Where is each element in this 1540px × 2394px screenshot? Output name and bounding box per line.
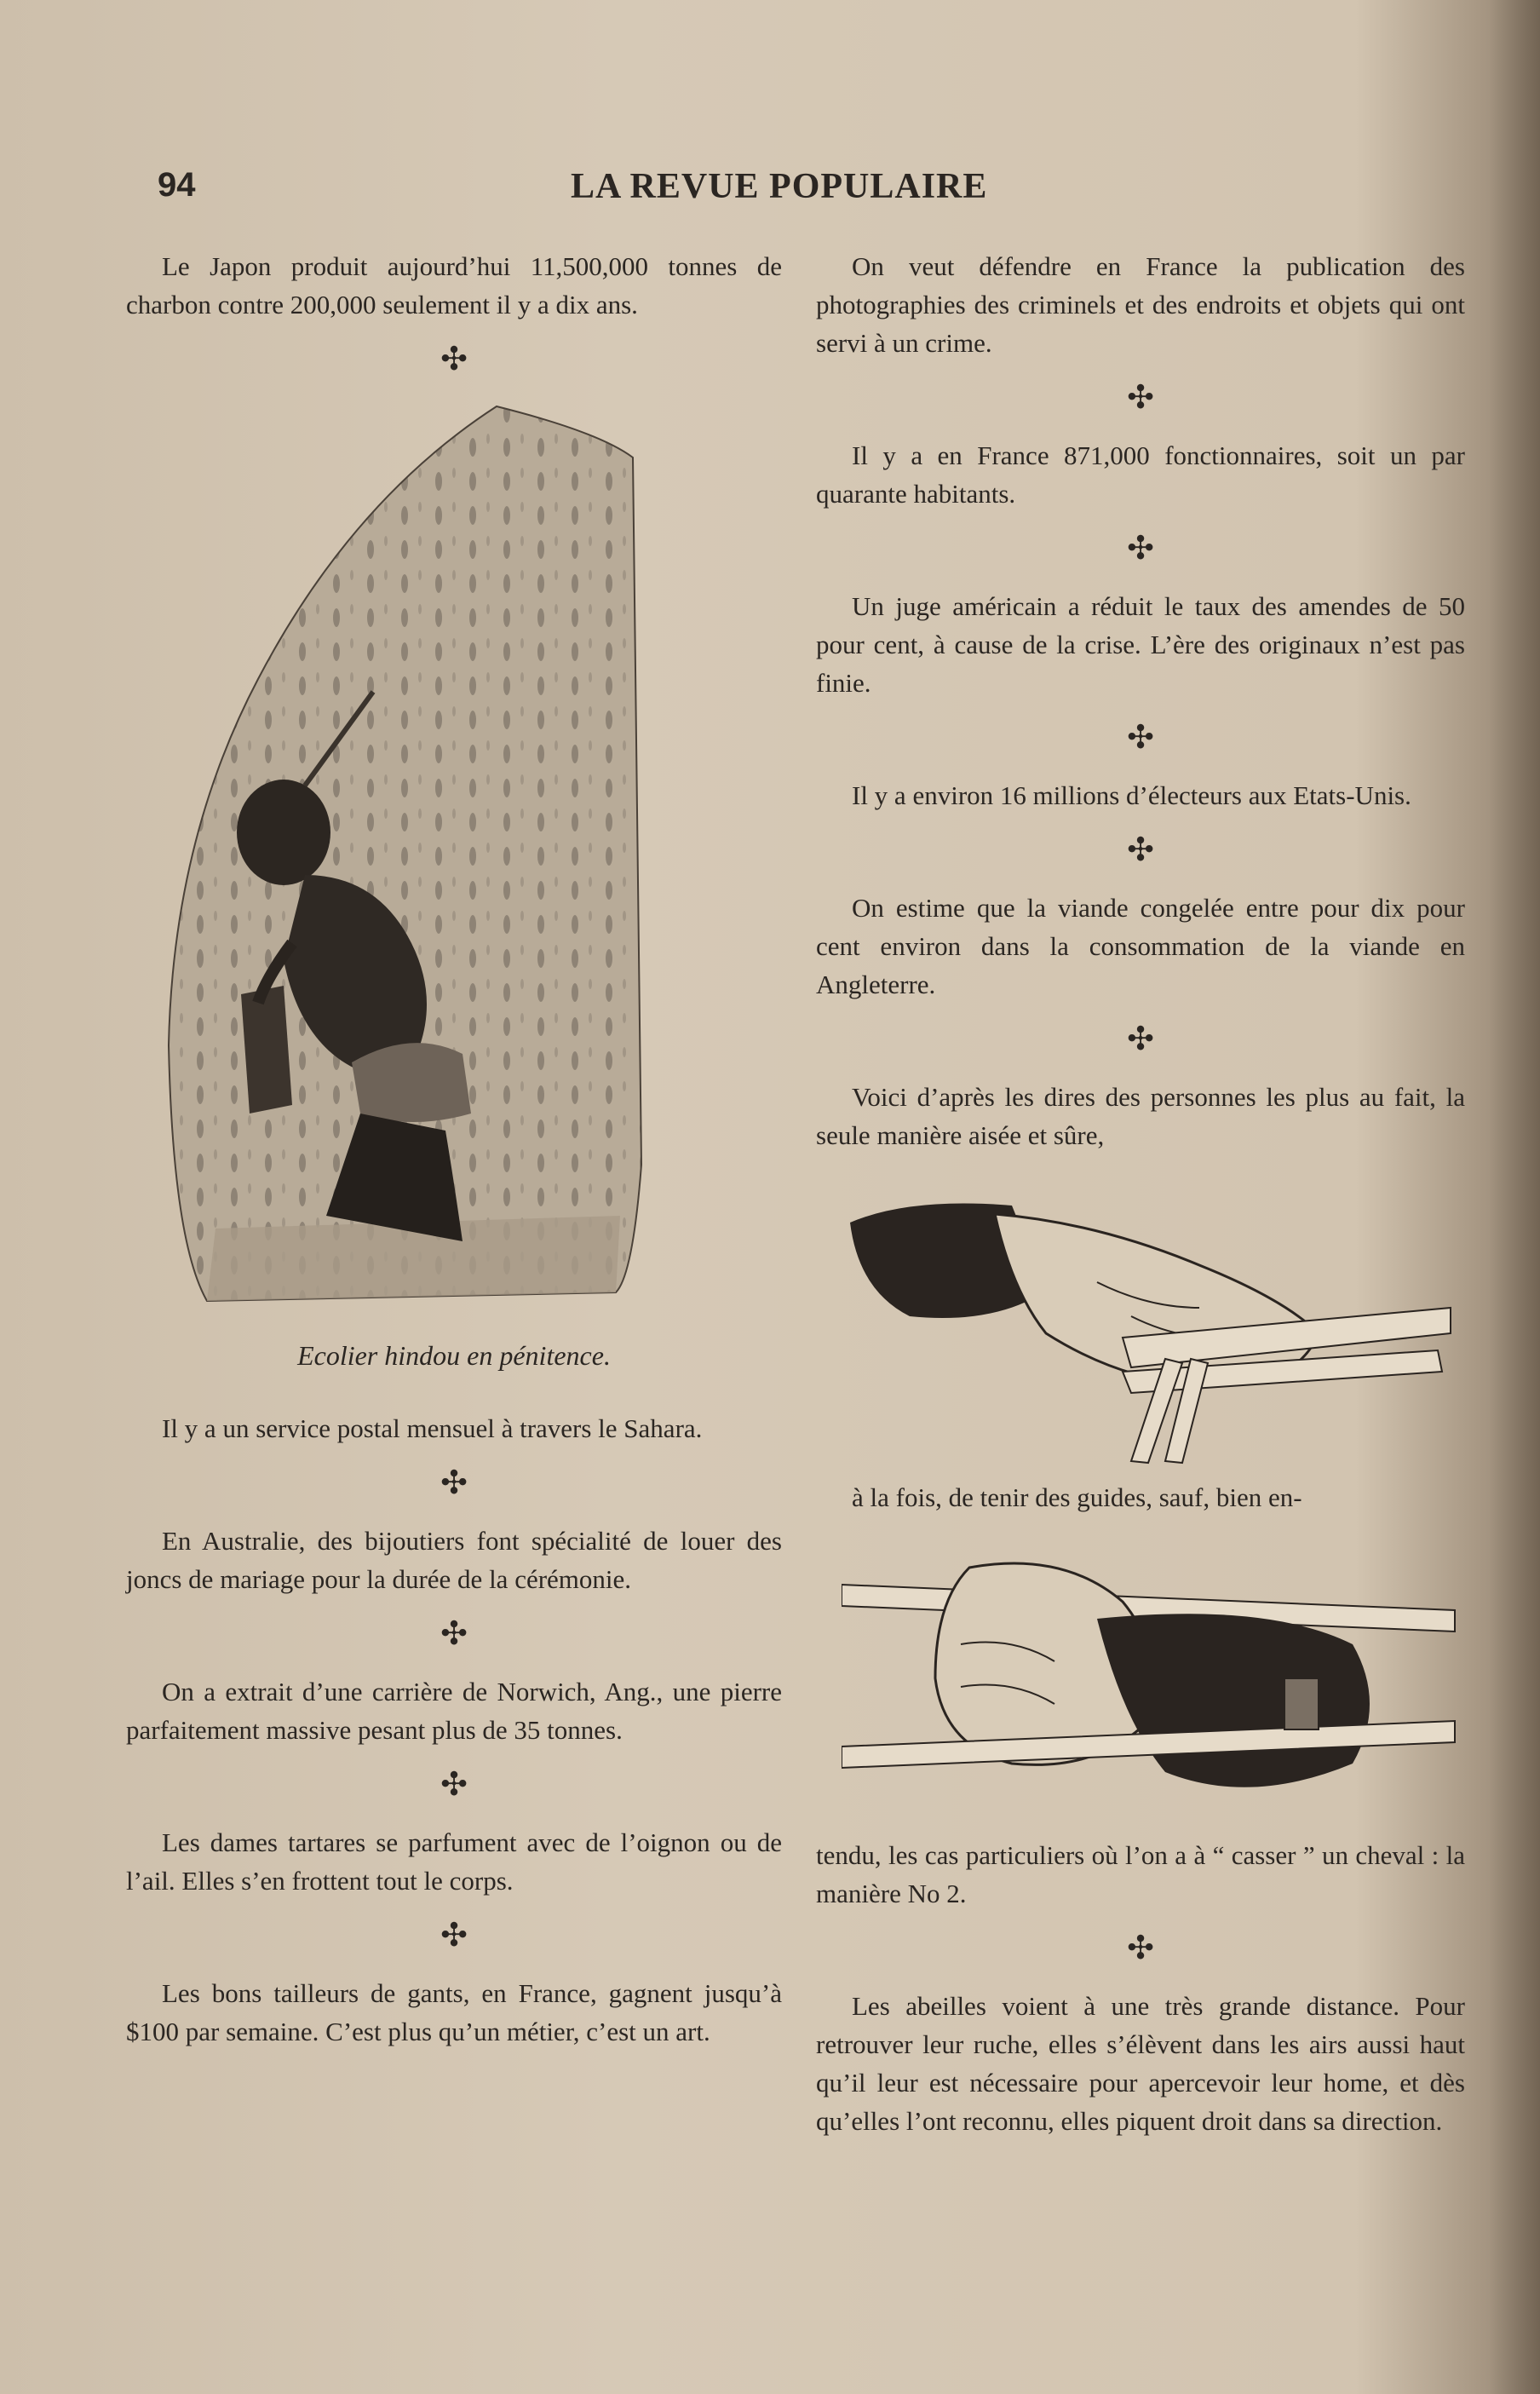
paragraph-norwich: On a extrait d’une carrière de Norwich, Ang., une pierre parfaitement massive pesant plus de 35 tonnes.	[126, 1677, 782, 1745]
hand-holding-reins-illustration-2	[842, 1551, 1463, 1815]
paragraph-gants: Les bons tailleurs de gants, en France, gagnent jusqu’à $100 par semaine. C’est plus qu’un métier, c’est un art.	[126, 1978, 782, 2046]
paragraph-fonctionnaires: Il y a en France 871,000 fonctionnaires, soit un par quarante habitants.	[816, 440, 1465, 509]
running-title: LA REVUE POPULAIRE	[571, 167, 988, 206]
schoolboy-figure	[156, 398, 752, 1326]
paragraph-electeurs: Il y a environ 16 millions d’électeurs aux Etats-Unis.	[852, 780, 1411, 810]
ornament-separator: ✣	[440, 1465, 468, 1501]
page-number: 94	[158, 166, 196, 204]
ornament-separator: ✣	[440, 342, 468, 377]
ornament-separator: ✣	[440, 1918, 468, 1954]
paragraph-guides-end: tendu, les cas particuliers où l’on a à “ casser ” un cheval : la manière No 2.	[816, 1840, 1465, 1908]
paragraph-japon-charbon: Le Japon produit aujourd’hui 11,500,000 tonnes de charbon contre 200,000 seulement il y a dix ans.	[126, 251, 782, 319]
page-header	[158, 166, 1429, 217]
ornament-separator: ✣	[440, 1616, 468, 1652]
paragraph-tartares: Les dames tartares se parfument avec de l’oignon ou de l’ail. Elles s’en frottent tout le corps.	[126, 1827, 782, 1896]
paragraph-sahara: Il y a un service postal mensuel à travers le Sahara.	[162, 1413, 703, 1443]
right-column	[816, 247, 1465, 2140]
hand-reins-figure-1	[842, 1188, 1463, 1470]
paragraph-photographies: On veut défendre en France la publication des photographies des criminels et des endroits et objets qui ont servi à un crime.	[816, 251, 1465, 358]
page-edge-shadow	[1489, 0, 1540, 2394]
ornament-separator: ✣	[1127, 1931, 1154, 1966]
ornament-separator: ✣	[1127, 832, 1154, 868]
left-column	[126, 247, 782, 2051]
paragraph-viande: On estime que la viande congelée entre pour dix pour cent environ dans la consommation de la viande en Angleterre.	[816, 893, 1465, 999]
paragraph-juge: Un juge américain a réduit le taux des amendes de 50 pour cent, à cause de la crise. L’ère des originaux n’est pas finie.	[816, 591, 1465, 698]
paragraph-guides-mid: à la fois, de tenir des guides, sauf, bien en-	[852, 1482, 1302, 1512]
ornament-separator: ✣	[1127, 531, 1154, 567]
paragraph-australie: En Australie, des bijoutiers font spécialité de louer des joncs de mariage pour la durée de la cérémonie.	[126, 1526, 782, 1594]
paragraph-guides-intro: Voici d’après les dires des personnes les plus au fait, la seule manière aisée et sûre,	[816, 1082, 1465, 1150]
hand-reins-figure-2	[842, 1551, 1463, 1815]
figure-caption: Ecolier hindou en pénitence.	[297, 1340, 611, 1371]
ornament-separator: ✣	[1127, 1021, 1154, 1057]
kneeling-schoolboy-illustration	[156, 398, 752, 1326]
ornament-separator: ✣	[1127, 380, 1154, 416]
ornament-separator: ✣	[1127, 720, 1154, 756]
paragraph-abeilles: Les abeilles voient à une très grande distance. Pour retrouver leur ruche, elles s’élèvent dans les airs aussi haut qu’il leur est nécessaire pour apercevoir leur home, et dès qu’elles l’ont reconnu, elles piquent droit dans sa direction.	[816, 1991, 1465, 2136]
ornament-separator: ✣	[440, 1767, 468, 1803]
hand-holding-reins-illustration-1	[842, 1188, 1463, 1470]
